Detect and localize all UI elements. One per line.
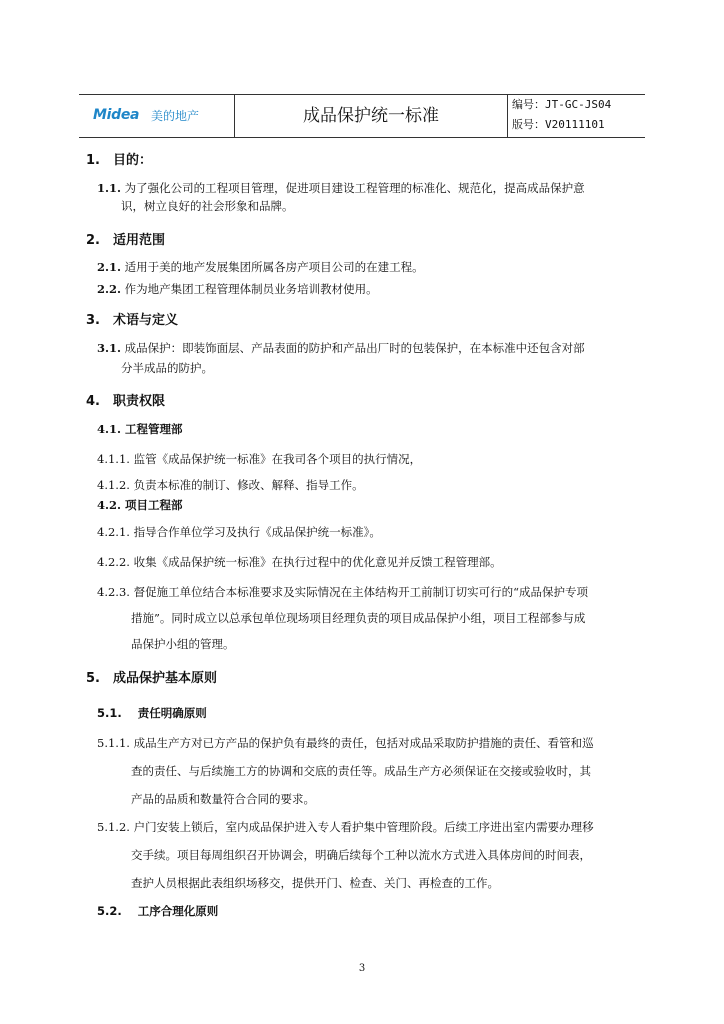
midea-logo-mark: Midea bbox=[93, 107, 140, 123]
item-4-1-1: 4.1.1. 监管《成品保护统一标准》在我司各个项目的执行情况， bbox=[97, 452, 422, 466]
item-text: 成品保护：即装饰面层、产品表面的防护和产品出厂时的包装保护，在本标准中还包含对部 bbox=[124, 341, 585, 355]
item-3-1-line-1 bbox=[97, 340, 585, 356]
section-number: 2. bbox=[86, 233, 100, 248]
subsection-number: 5.1. bbox=[97, 706, 122, 720]
document-code: 编号：JT-GC-JS04 bbox=[512, 98, 612, 111]
item-4-2-3-line-3: 品保护小组的管理。 bbox=[131, 637, 235, 651]
page-number: 3 bbox=[358, 963, 366, 974]
section-1-heading bbox=[86, 149, 152, 168]
section-title: 成品保护基本原则 bbox=[113, 671, 218, 686]
item-4-2-3-line-2: 措施”。同时成立以总承包单位现场项目经理负责的项目成品保护小组，项目工程部参与成 bbox=[131, 611, 586, 625]
item-2-1 bbox=[97, 259, 424, 275]
item-3-1-line-2: 分半成品的防护。 bbox=[121, 361, 213, 375]
item-1-1-line-2: 识，树立良好的社会形象和品牌。 bbox=[121, 199, 294, 213]
subsection-title: 工序合理化原则 bbox=[137, 904, 219, 918]
item-1-1-line-1 bbox=[97, 180, 585, 196]
section-title: 目的： bbox=[113, 153, 153, 168]
logo-text: 美的地产 bbox=[151, 109, 200, 123]
item-text: 为了强化公司的工程项目管理，促进项目建设工程管理的标准化、规范化，提高成品保护意 bbox=[124, 181, 585, 195]
subsection-4-2: 4.2. 项目工程部 bbox=[97, 498, 183, 512]
document-title: 成品保护统一标准 bbox=[235, 95, 508, 137]
logo bbox=[79, 95, 235, 137]
item-text: 适用于美的地产发展集团所属各房产项目公司的在建工程。 bbox=[124, 260, 424, 274]
subsection-number: 5.2. bbox=[97, 904, 122, 918]
section-3-heading bbox=[86, 309, 178, 328]
section-4-heading bbox=[86, 390, 165, 409]
item-4-1-2: 4.1.2. 负责本标准的制订、修改、解释、指导工作。 bbox=[97, 478, 364, 492]
item-5-1-2-line-3: 查护人员根据此表组织场移交，提供开门、检查、关门、再检查的工作。 bbox=[131, 876, 499, 890]
subsection-4-1: 4.1. 工程管理部 bbox=[97, 422, 183, 436]
section-5-heading bbox=[86, 667, 217, 686]
item-number: 3.1. bbox=[97, 341, 122, 355]
section-title: 职责权限 bbox=[113, 394, 166, 409]
item-2-2 bbox=[97, 281, 378, 297]
document-version: 版号：V20111101 bbox=[512, 118, 605, 131]
item-number: 2.2. bbox=[97, 282, 122, 296]
item-4-2-2: 4.2.2. 收集《成品保护统一标准》在执行过程中的优化意见并反馈工程管理部。 bbox=[97, 555, 502, 569]
item-5-1-1-line-2: 查的责任、与后续施工方的协调和交底的责任等。成品生产方必须保证在交接或验收时，其 bbox=[131, 764, 591, 778]
item-5-1-1-line-3: 产品的品质和数量符合合同的要求。 bbox=[131, 792, 315, 806]
item-text: 作为地产集团工程管理体制员业务培训教材使用。 bbox=[124, 282, 378, 296]
item-4-2-1: 4.2.1. 指导合作单位学习及执行《成品保护统一标准》。 bbox=[97, 525, 381, 539]
item-4-2-3-line-1: 4.2.3. 督促施工单位结合本标准要求及实际情况在主体结构开工前制订切实可行的“成品保护专项 bbox=[97, 585, 588, 599]
item-number: 1.1. bbox=[97, 181, 122, 195]
document-header bbox=[79, 94, 645, 138]
section-number: 5. bbox=[86, 671, 100, 686]
item-5-1-2-line-1: 5.1.2. 户门安装上锁后，室内成品保护进入专人看护集中管理阶段。后续工序进出室内需要办理移 bbox=[97, 820, 594, 834]
section-title: 术语与定义 bbox=[113, 313, 179, 328]
section-2-heading bbox=[86, 229, 165, 248]
section-number: 1. bbox=[86, 153, 100, 168]
section-number: 3. bbox=[86, 313, 100, 328]
item-5-1-1-line-1: 5.1.1. 成品生产方对已方产品的保护负有最终的责任，包括对成品采取防护措施的责任、看管和巡 bbox=[97, 736, 594, 750]
section-title: 适用范围 bbox=[113, 233, 166, 248]
document-meta bbox=[508, 95, 645, 137]
subsection-title: 责任明确原则 bbox=[137, 706, 207, 720]
subsection-5-2 bbox=[97, 903, 218, 919]
subsection-5-1 bbox=[97, 705, 207, 721]
item-5-1-2-line-2: 交手续。项目每周组织召开协调会，明确后续每个工种以流水方式进入具体房间的时间表， bbox=[131, 848, 591, 862]
item-number: 2.1. bbox=[97, 260, 122, 274]
section-number: 4. bbox=[86, 394, 100, 409]
